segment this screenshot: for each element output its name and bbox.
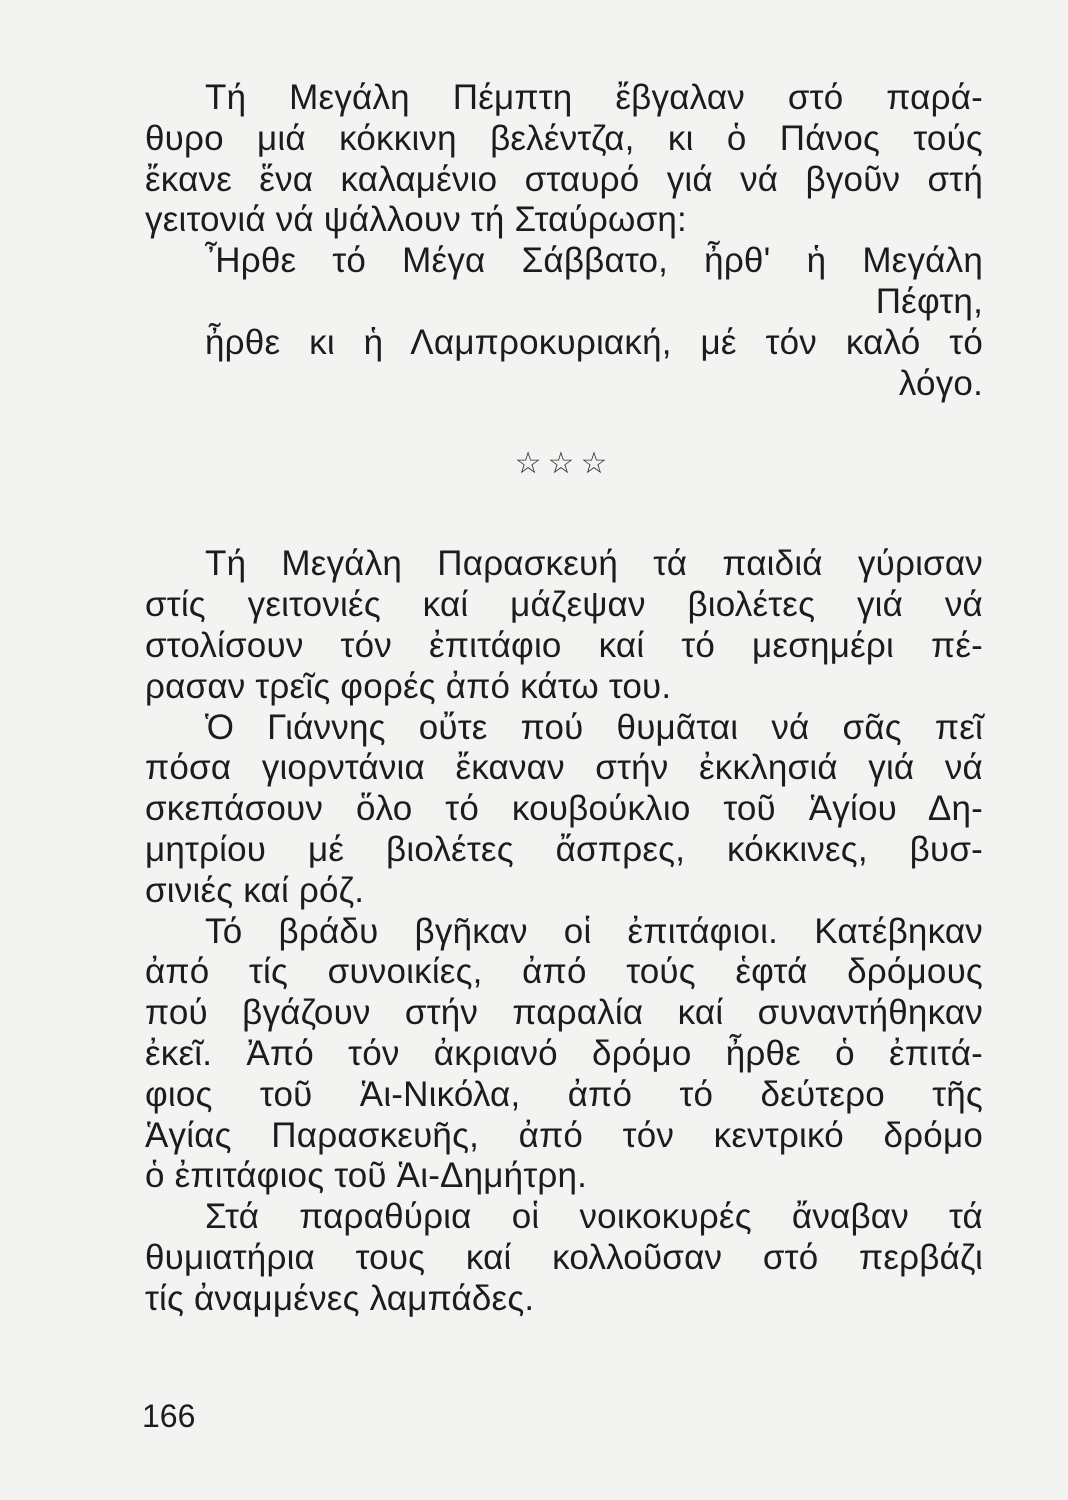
text-line: Στά παραθύρια οἱ νοικοκυρές ἄναβαν τά xyxy=(205,1197,983,1237)
verse-line: Ἦρθε τό Μέγα Σάββατο, ἦρθ' ἡ Μεγάλη xyxy=(205,241,983,281)
text-line: γειτονιά νά ψάλλουν τή Σταύρωση: xyxy=(145,200,687,240)
text-line: ὁ ἐπιτάφιος τοῦ Ἁι-Δημήτρη. xyxy=(145,1156,588,1196)
text-line: στολίσουν τόν ἐπιτάφιο καί τό μεσημέρι πέ- xyxy=(145,625,983,665)
text-line: Τή Μεγάλη Παρασκευή τά παιδιά γύρισαν xyxy=(205,544,983,584)
text-line: ἀπό τίς συνοικίες, ἀπό τούς ἑφτά δρόμους xyxy=(145,952,983,992)
song-verse xyxy=(145,241,983,404)
text-line: θυμιατήρια τους καί κολλοῦσαν στό περβάζι xyxy=(145,1237,983,1277)
text-line: ἐκεῖ. Ἀπό τόν ἀκριανό δρόμο ἦρθε ὁ ἐπιτά- xyxy=(145,1033,983,1073)
book-page xyxy=(145,78,983,1320)
text-line: πού βγάζουν στήν παραλία καί συναντήθηκαν xyxy=(145,993,983,1033)
verse-line: ἦρθε κι ἡ Λαμπροκυριακή, μέ τόν καλό τό xyxy=(205,322,983,362)
text-line: μητρίου μέ βιολέτες ἄσπρες, κόκκινες, βυσ- xyxy=(145,829,983,869)
text-line: πόσα γιορντάνια ἔκαναν στήν ἐκκλησιά γιά νά xyxy=(145,748,983,788)
text-line: Τό βράδυ βγῆκαν οἱ ἐπιτάφιοι. Κατέβηκαν xyxy=(205,911,983,951)
text-line: ἔκανε ἕνα καλαμένιο σταυρό γιά νά βγοῦν στή xyxy=(145,159,983,199)
verse-line: Πέφτη, xyxy=(875,281,983,321)
text-line: σκεπάσουν ὅλο τό κουβούκλιο τοῦ Ἁγίου Δη- xyxy=(145,789,983,829)
text-line: Τή Μεγάλη Πέμπτη ἔβγαλαν στό παρά- xyxy=(205,78,983,117)
page-number: 166 xyxy=(142,1398,196,1434)
text-line: τίς ἀναμμένες λαμπάδες. xyxy=(145,1278,535,1318)
paragraph-intro xyxy=(145,78,983,241)
text-line: Ἁγίας Παρασκευῆς, ἀπό τόν κεντρικό δρόμο xyxy=(145,1115,983,1155)
paragraph-good-friday xyxy=(145,544,983,1319)
text-line: Ὁ Γιάννης οὔτε πού θυμᾶται νά σᾶς πεῖ xyxy=(205,707,983,747)
text-line: σινιές καί ρόζ. xyxy=(145,870,365,910)
text-line: φιος τοῦ Ἁι-Νικόλα, ἀπό τό δεύτερο τῆς xyxy=(145,1074,983,1114)
text-line: στίς γειτονιές καί μάζεψαν βιολέτες γιά νά xyxy=(145,585,983,625)
text-line: θυρο μιά κόκκινη βελέντζα, κι ὁ Πάνος τούς xyxy=(145,118,983,158)
text-line: ρασαν τρεῖς φορές ἀπό κάτω του. xyxy=(145,666,672,706)
section-separator-stars: ☆☆☆ xyxy=(514,446,614,482)
verse-line: λόγο. xyxy=(898,363,983,403)
